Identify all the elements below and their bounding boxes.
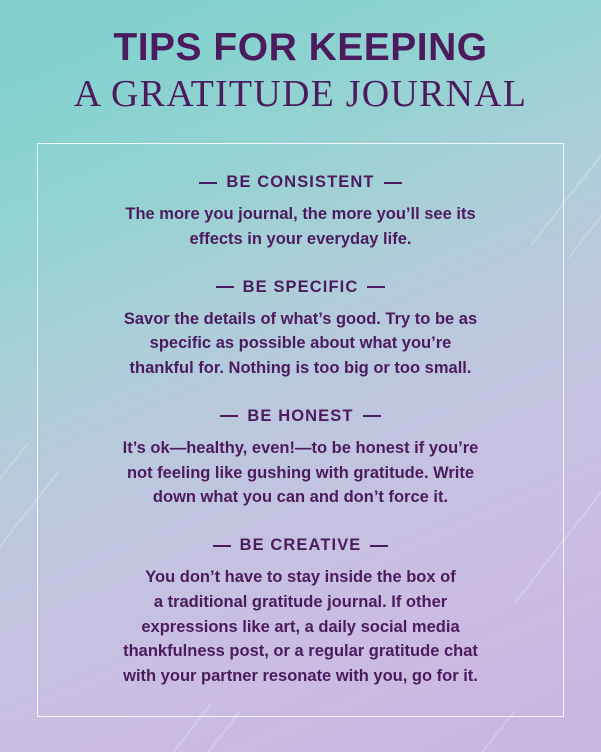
tip-body-line: effects in your everyday life. (189, 229, 412, 248)
dash-right-icon (370, 545, 388, 547)
tip-heading-label: BE CREATIVE (239, 536, 362, 554)
tip-section-be-consistent (59, 173, 542, 252)
tip-body (71, 436, 531, 510)
tips-list (37, 143, 564, 717)
tip-body (71, 202, 531, 252)
dash-right-icon (363, 415, 381, 417)
tip-body-line: thankfulness post, or a regular gratitude chat (123, 642, 478, 661)
tip-body (71, 565, 531, 689)
tip-body-line: The more you journal, the more you’ll see its (125, 205, 476, 223)
tip-body-line: down what you can and don’t force it. (152, 488, 449, 507)
tip-body-line: thankful for. Nothing is too big or too small. (129, 359, 472, 377)
tip-body-line: specific as possible about what you’re (149, 334, 452, 353)
tip-body-line: not feeling like gushing with gratitude. Write (126, 463, 475, 482)
tip-heading (59, 407, 542, 426)
tip-section-be-specific (59, 278, 542, 381)
title-line-primary: TIPS FOR KEEPING (113, 26, 488, 69)
tip-body-line: expressions like art, a daily social media (141, 617, 460, 636)
tip-section-be-creative (59, 536, 542, 689)
light-streak-decoration (568, 162, 601, 258)
tip-body-line: with your partner resonate with you, go for it. (123, 667, 478, 685)
light-streak-decoration (445, 711, 514, 752)
tip-body-line: a traditional gratitude journal. If other (153, 592, 448, 611)
tip-body-line: Savor the details of what’s good. Try to be as (123, 309, 478, 328)
tip-heading-label: BE CONSISTENT (226, 173, 375, 191)
dash-left-icon (216, 286, 234, 288)
tip-heading-label: BE SPECIFIC (242, 277, 359, 296)
tip-heading (59, 173, 542, 192)
tip-heading-label: BE HONEST (247, 406, 354, 425)
dash-right-icon (367, 286, 385, 288)
tip-body (71, 307, 531, 381)
light-streak-decoration (0, 442, 29, 538)
tip-body-line: It’s ok—healthy, even!—to be honest if you’re (122, 438, 479, 457)
light-streak-decoration (171, 711, 240, 752)
dash-left-icon (220, 415, 238, 417)
title-line-secondary: A GRATITUDE JOURNAL (73, 72, 528, 115)
tip-heading (59, 536, 542, 555)
tip-body-line: You don’t have to stay inside the box of (145, 568, 456, 586)
tip-section-be-honest (59, 407, 542, 510)
dash-left-icon (213, 545, 231, 547)
dash-right-icon (384, 182, 402, 184)
dash-left-icon (199, 182, 217, 184)
tip-heading (59, 278, 542, 297)
page-title (0, 0, 601, 117)
